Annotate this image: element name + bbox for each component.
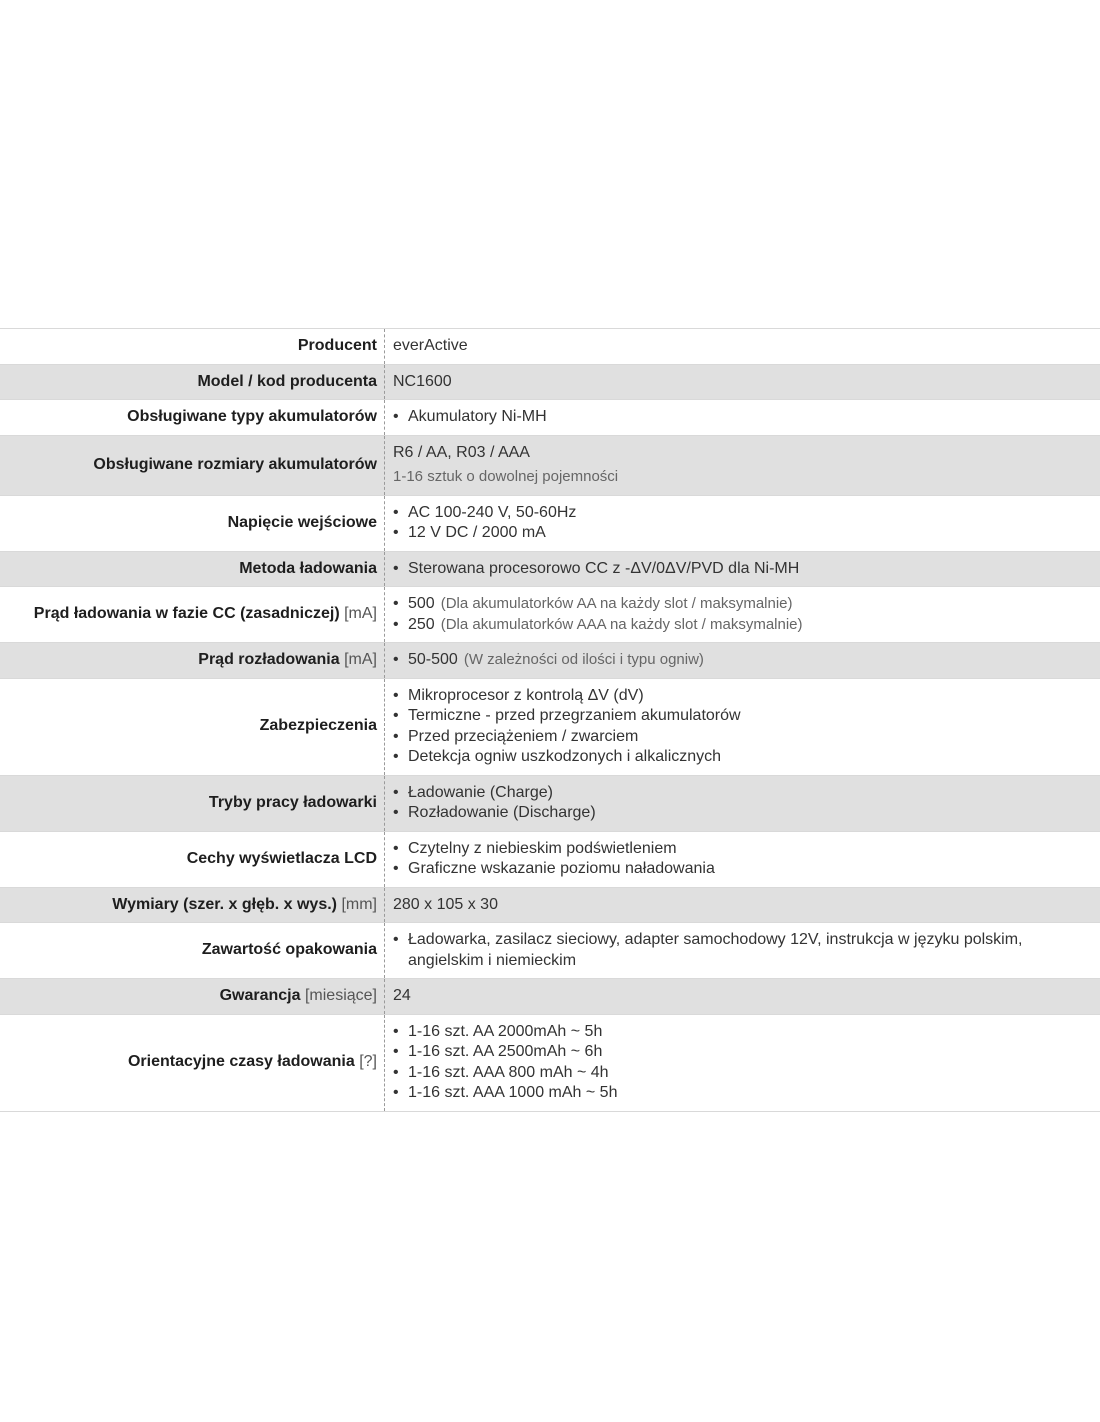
spec-label: Obsługiwane typy akumulatorów (0, 400, 385, 436)
list-item: • 50-500 (W zależności od ilości i typu ogniw) (393, 650, 1092, 671)
spec-label: Zawartość opakowania (0, 923, 385, 979)
spec-label: Producent (0, 329, 385, 365)
spec-value (385, 643, 1100, 679)
unit-label: [miesiące] (304, 987, 377, 1004)
list-item: • 1-16 szt. AA 2500mAh ~ 6h (393, 1042, 1092, 1063)
spec-value (385, 678, 1100, 775)
bullet-list (393, 839, 1092, 880)
spec-row-producer (0, 329, 1100, 365)
sizes-subnote: 1-16 sztuk o dowolnej pojemności (393, 468, 619, 485)
spec-label: Metoda ładowania (0, 551, 385, 587)
bullet-list (393, 503, 1092, 544)
sizes-text: R6 / AA, R03 / AAA (393, 443, 530, 461)
bullet-list (393, 1022, 1092, 1104)
list-item: • Graficzne wskazanie poziomu naładowania (393, 859, 1092, 880)
help-unit-label[interactable]: [?] (359, 1053, 377, 1071)
spec-row-model (0, 364, 1100, 400)
list-item: • 1-16 szt. AA 2000mAh ~ 5h (393, 1022, 1092, 1043)
spec-label: Gwarancja [miesiące] (0, 979, 385, 1015)
list-item: • Akumulatory Ni-MH (393, 407, 1092, 428)
bullet-list (393, 930, 1092, 971)
list-item: • Ładowarka, zasilacz sieciowy, adapter samochodowy 12V, instrukcja w języku polskim, angielskim i niemieckim (393, 930, 1092, 971)
spec-label: Model / kod producenta (0, 364, 385, 400)
list-item: • Sterowana procesorowo CC z -ΔV/0ΔV/PVD dla Ni-MH (393, 559, 1092, 580)
spec-row-lcd-features (0, 831, 1100, 887)
spec-row-package-contents (0, 923, 1100, 979)
spec-row-dimensions (0, 887, 1100, 923)
list-item: • Czytelny z niebieskim podświetleniem (393, 839, 1092, 860)
spec-row-input-voltage (0, 495, 1100, 551)
spec-value: 280 x 105 x 30 (385, 887, 1100, 923)
bullet-list (393, 686, 1092, 768)
list-item: • Detekcja ogniw uszkodzonych i alkalicznych (393, 747, 1092, 768)
spec-value (385, 551, 1100, 587)
spec-row-operating-modes (0, 775, 1100, 831)
spec-label: Tryby pracy ładowarki (0, 775, 385, 831)
list-item: • 1-16 szt. AAA 1000 mAh ~ 5h (393, 1083, 1092, 1104)
list-item: • 250 (Dla akumulatorków AAA na każdy slot / maksymalnie) (393, 615, 1092, 636)
bullet-list (393, 407, 1092, 428)
unit-label: [mA] (344, 605, 377, 623)
list-item: • Rozładowanie (Discharge) (393, 803, 1092, 824)
spec-value (385, 587, 1100, 643)
spec-row-battery-types (0, 400, 1100, 436)
bullet-list (393, 650, 1092, 671)
spec-value (385, 495, 1100, 551)
list-item: • 1-16 szt. AAA 800 mAh ~ 4h (393, 1063, 1092, 1084)
spec-value (385, 1014, 1100, 1111)
specification-table (0, 328, 1100, 1112)
bullet-list (393, 783, 1092, 824)
spec-label: Obsługiwane rozmiary akumulatorów (0, 435, 385, 495)
list-item: • 12 V DC / 2000 mA (393, 523, 1092, 544)
spec-value: NC1600 (385, 364, 1100, 400)
unit-label: [mm] (341, 895, 377, 913)
spec-row-charging-method (0, 551, 1100, 587)
spec-value (385, 775, 1100, 831)
spec-label: Napięcie wejściowe (0, 495, 385, 551)
spec-row-discharge-current (0, 643, 1100, 679)
list-item: • AC 100-240 V, 50-60Hz (393, 503, 1092, 524)
spec-label: Zabezpieczenia (0, 678, 385, 775)
unit-label: [mA] (344, 651, 377, 668)
spec-label: Prąd ładowania w fazie CC (zasadniczej) [mA] (0, 587, 385, 643)
spec-value (385, 435, 1100, 495)
spec-label: Wymiary (szer. x głęb. x wys.) [mm] (0, 887, 385, 923)
bullet-list (393, 594, 1092, 635)
spec-row-warranty (0, 979, 1100, 1015)
spec-label: Orientacyjne czasy ładowania [?] (0, 1014, 385, 1111)
list-item: • Termiczne - przed przegrzaniem akumulatorów (393, 706, 1092, 727)
spec-value: everActive (385, 329, 1100, 365)
spec-row-battery-sizes (0, 435, 1100, 495)
spec-row-protections (0, 678, 1100, 775)
spec-label: Cechy wyświetlacza LCD (0, 831, 385, 887)
list-item: • Przed przeciążeniem / zwarciem (393, 727, 1092, 748)
bullet-list (393, 559, 1092, 580)
spec-value (385, 400, 1100, 436)
spec-row-charging-times (0, 1014, 1100, 1111)
spec-label: Prąd rozładowania [mA] (0, 643, 385, 679)
spec-row-charging-current (0, 587, 1100, 643)
list-item: • Mikroprocesor z kontrolą ΔV (dV) (393, 686, 1092, 707)
spec-value (385, 831, 1100, 887)
list-item: • 500 (Dla akumulatorków AA na każdy slot / maksymalnie) (393, 594, 1092, 615)
list-item: • Ładowanie (Charge) (393, 783, 1092, 804)
spec-value: 24 (385, 979, 1100, 1015)
spec-value (385, 923, 1100, 979)
